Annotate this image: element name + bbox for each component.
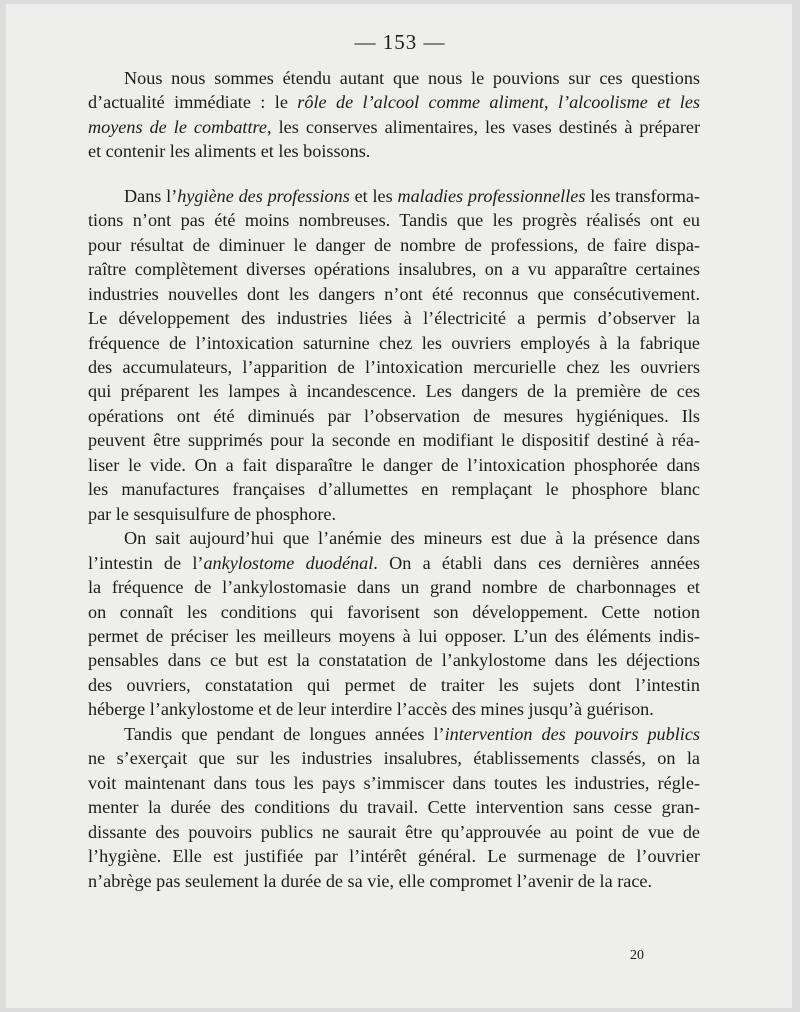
text-line: voit maintenant dans tous les pays s’immiscer dans toutes les industries, régle- [88, 772, 700, 793]
text-line: moyens de le combattre, les conserves alimentaires, les vases destinés à préparer [88, 116, 701, 137]
text-line: n’abrège pas seulement la durée de sa vie, elle compromet l’avenir de la race. [88, 870, 653, 891]
text-line: Le développement des industries liées à l’électricité a permis d’observer la [88, 308, 700, 329]
text-line: pensables dans ce but est la constatation de l’ankylostome dans les déjections [88, 650, 700, 671]
signature-mark: 20 [630, 948, 644, 963]
text-line: ne s’exerçait que sur les industries insalubres, établissements classés, on la [88, 748, 700, 769]
paragraph-gap [88, 164, 700, 184]
text-line: permet de préciser les meilleurs moyens à lui opposer. L’un des éléments indis- [88, 625, 700, 646]
text-line: la fréquence de l’ankylostomasie dans un grand nombre de charbonnages et [88, 577, 700, 598]
text-line: menter la durée des conditions du travail. Cette intervention sans cesse gran- [88, 797, 700, 818]
text-line: d’actualité immédiate : le rôle de l’alcool comme aliment, l’alcoolisme et les [88, 92, 700, 113]
text-line: Nous nous sommes étendu autant que nous le pouvions sur ces questions [124, 68, 700, 88]
page-number: — 153 — [354, 30, 446, 54]
text-line: on connaît les conditions qui favorisent son développement. Cette notion [88, 601, 700, 622]
text-line: des accumulateurs, l’apparition de l’intoxication mercurielle chez les ouvriers [88, 356, 700, 377]
text-line: pour résultat de diminuer le danger de nombre de professions, de faire dispa- [88, 234, 700, 255]
text-line: industries nouvelles dont les dangers n’ont été reconnus que consécutivement. [88, 283, 700, 304]
text-line: et contenir les aliments et les boissons. [88, 141, 371, 162]
text-line: tions n’ont pas été moins nombreuses. Tandis que les progrès réalisés ont eu [88, 210, 700, 231]
text-line: des ouvriers, constatation qui permet de traiter les sujets dont l’intestin [88, 674, 700, 695]
text-line: héberge l’ankylostome et de leur interdire l’accès des mines jusqu’à guérison. [88, 699, 654, 720]
text-line: Dans l’hygiène des professions et les maladies professionnelles les transforma- [124, 185, 700, 206]
text-line: les manufactures françaises d’allumettes en remplaçant le phosphore blanc [88, 479, 700, 500]
text-line: l’hygiène. Elle est justifiée par l’intérêt général. Le surmenage de l’ouvrier [88, 846, 700, 867]
paragraph-public-intervention [88, 722, 700, 893]
text-line: qui préparent les lampes à incandescence. Les dangers de la première de ces [88, 381, 700, 402]
text-line: liser le vide. On a fait disparaître le danger de l’intoxication phosphorée dans [88, 454, 700, 475]
text-line: par le sesquisulfure de phosphore. [88, 503, 336, 524]
text-line: Tandis que pendant de longues années l’intervention des pouvoirs publics [124, 723, 700, 744]
text-line: dissante des pouvoirs publics ne saurait être qu’approuvée au point de vue de [88, 821, 700, 842]
paragraph-alcohol [88, 66, 700, 164]
text-line: fréquence de l’intoxication saturnine chez les ouvriers employés à la fabrique [88, 332, 700, 353]
text-line: raître complètement diverses opérations insalubres, on a vu apparaître certaines [88, 259, 700, 280]
text-line: On sait aujourd’hui que l’anémie des mineurs est due à la présence dans [124, 528, 700, 549]
body-text [88, 66, 700, 893]
text-line: opérations ont été diminués par l’observation de mesures hygiéniques. Ils [88, 405, 700, 426]
paragraph-professions [88, 184, 700, 526]
text-line: l’intestin de l’ankylostome duodénal. On a établi dans ces dernières années [88, 552, 700, 573]
text-line: peuvent être supprimés pour la seconde en modifiant le dispositif destiné à réa- [88, 430, 700, 451]
paragraph-ankylostome [88, 526, 700, 722]
